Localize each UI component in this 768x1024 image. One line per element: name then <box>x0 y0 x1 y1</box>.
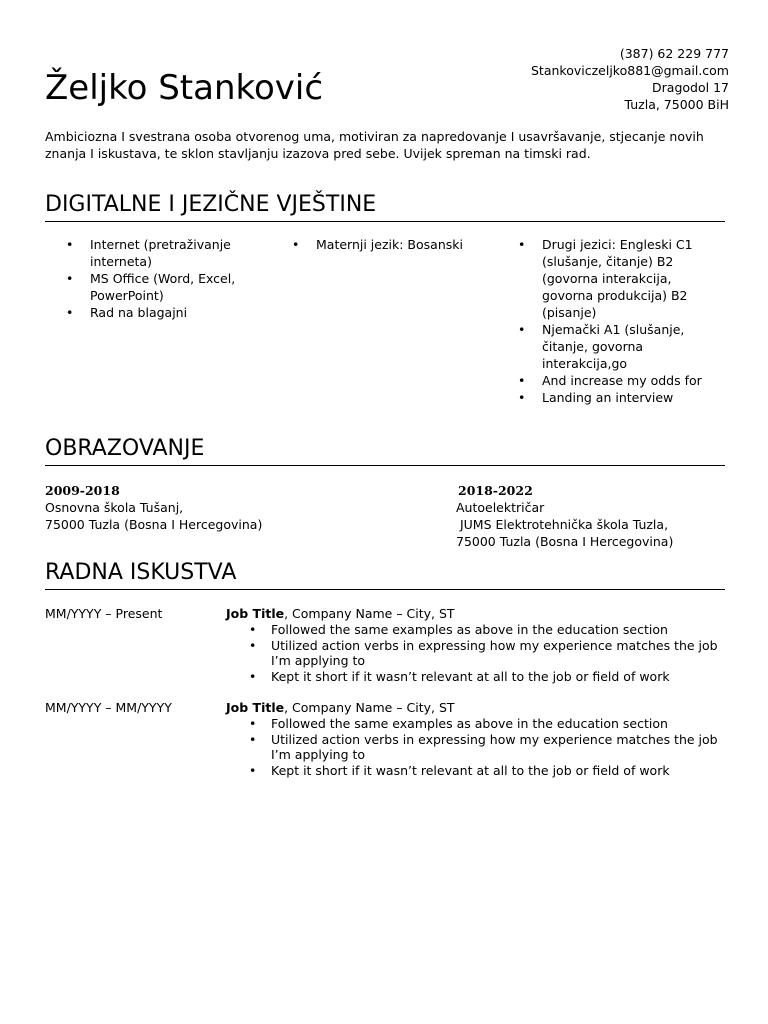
job-company: , Company Name – City, ST <box>284 606 455 621</box>
education-entry-2 <box>456 482 673 550</box>
job-bullet: • Kept it short if it wasn’t relevant at all to the job or field of work <box>226 763 726 779</box>
job-entry <box>226 699 726 778</box>
job-bullet: • Utilized action verbs in expressing how my experience matches the job I’m applying to <box>226 638 726 669</box>
education-entry-1 <box>45 482 262 533</box>
phone-number: (387) 62 229 777 <box>619 46 729 61</box>
skill-item: • Njemački A1 (slušanje, čitanje, govorna interakcija,go <box>497 321 722 372</box>
skills-column-3 <box>497 236 722 406</box>
education-years: 2009-2018 <box>45 483 120 498</box>
job-bullets <box>226 622 726 684</box>
job-title: Job Title <box>226 700 285 715</box>
education-years: 2018-2022 <box>458 483 533 498</box>
job-bullets <box>226 716 726 778</box>
job-dates: MM/YYYY – Present <box>45 606 163 621</box>
job-company: , Company Name – City, ST <box>284 700 455 715</box>
skill-item: • Internet (pretraživanje interneta) <box>45 236 265 270</box>
job-bullet: • Utilized action verbs in expressing how my experience matches the job I’m applying to <box>226 732 726 763</box>
job-entry <box>226 605 726 684</box>
education-school: JUMS Elektrotehnička škola Tuzla, <box>456 517 669 532</box>
skill-item: • Rad na blagajni <box>45 304 265 321</box>
job-heading <box>226 699 726 716</box>
job-heading <box>226 605 726 622</box>
education-school: Osnovna škola Tušanj, <box>45 500 184 515</box>
skill-item: • Maternji jezik: Bosanski <box>271 236 491 253</box>
section-title-skills: DIGITALNE I JEZIČNE VJEŠTINE <box>45 191 725 222</box>
job-bullet: • Followed the same examples as above in the education section <box>226 622 726 638</box>
education-location: 75000 Tuzla (Bosna I Hercegovina) <box>45 517 263 532</box>
job-dates: MM/YYYY – MM/YYYY <box>45 700 172 715</box>
skills-column-2 <box>271 236 491 253</box>
candidate-name: Željko Stanković <box>45 68 324 108</box>
address-line-2: Tuzla, 75000 BiH <box>624 97 729 112</box>
job-bullet: • Kept it short if it wasn’t relevant at all to the job or field of work <box>226 669 726 685</box>
education-location: 75000 Tuzla (Bosna I Hercegovina) <box>456 534 674 549</box>
skill-item: • Drugi jezici: Engleski C1 (slušanje, čitanje) B2 (govorna interakcija, govorna produkcija) B2 (pisanje) <box>497 236 722 321</box>
email-address: Stankoviczeljko881@gmail.com <box>531 63 729 78</box>
skill-item: • Landing an interview <box>497 389 722 406</box>
section-title-education: OBRAZOVANJE <box>45 435 725 466</box>
job-title: Job Title <box>226 606 285 621</box>
job-bullet: • Followed the same examples as above in the education section <box>226 716 726 732</box>
skill-item: • MS Office (Word, Excel, PowerPoint) <box>45 270 265 304</box>
profile-summary: Ambiciozna I svestrana osoba otvorenog uma, motiviran za napredovanje I usavršavanje, stjecanje novih znanja I iskustava, te sklon stavljanju izazova pred sebe. Uvijek spreman na timski rad. <box>45 129 704 161</box>
skills-column-1 <box>45 236 265 321</box>
education-qualification: Autoelektričar <box>456 500 545 515</box>
address-line-1: Dragodol 17 <box>652 80 729 95</box>
skill-item: • And increase my odds for <box>497 372 722 389</box>
contact-block <box>531 45 729 113</box>
section-title-experience: RADNA ISKUSTVA <box>45 559 725 590</box>
